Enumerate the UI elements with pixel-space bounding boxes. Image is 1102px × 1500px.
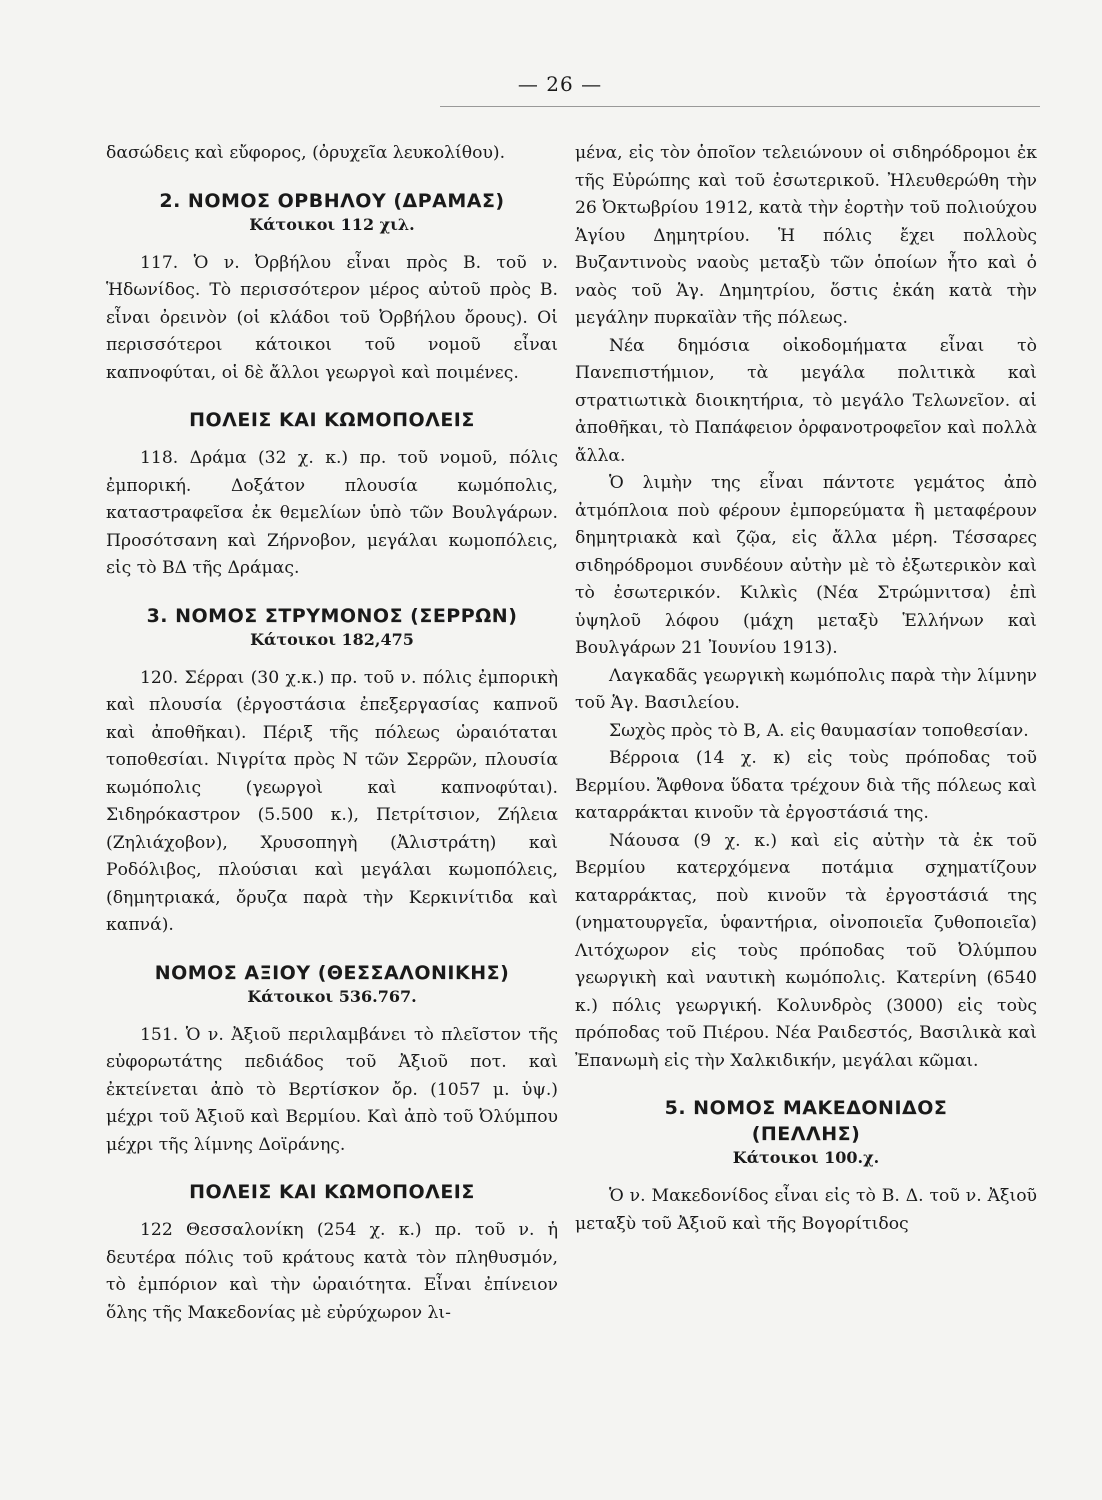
left-column <box>106 140 558 1327</box>
population-line: Κάτοικοι 100.χ. <box>732 1148 880 1167</box>
section-heading: 3. ΝΟΜΟΣ ΣΤΡΥΜΟΝΟΣ (ΣΕΡΡΩΝ) <box>146 604 518 627</box>
population-line: Κάτοικοι 112 χιλ. <box>249 214 415 234</box>
section-heading: ΠΟΛΕΙΣ ΚΑΙ ΚΩΜΟΠΟΛΕΙΣ <box>189 1181 475 1203</box>
paragraph: δασώδεις καὶ εὔφορος, (ὀρυχεῖα λευκολίθου). <box>106 143 506 163</box>
population-line: Κάτοικοι 182,475 <box>250 629 414 649</box>
section-heading-sub: (ΠΕΛΛΗΣ) <box>751 1123 861 1145</box>
paragraph: 122 Θεσσαλονίκη (254 χ. κ.) πρ. τοῦ ν. ἡ δευτέρα πόλις τοῦ κράτους κατὰ τὸν πληθυσμόν, τὸ ἐμπόριον καὶ τὴν ὡραιότητα. Εἶναι ἐπίνειον ὅλης τῆς Μακεδονίας μὲ εὐρύχωρον λι- <box>106 1220 558 1323</box>
paragraph: Νέα δημόσια οἰκοδομήματα εἶναι τὸ Πανεπιστήμιον, τὰ μεγάλα πολιτικὰ καὶ στρατιωτικὰ διοικητήρια, τὸ μεγάλο Τελωνεῖον. αἱ ἀποθῆκαι, τὸ Παπάφειον ὀρφανοτροφεῖον καὶ πολλὰ ἄλλα. <box>575 335 1037 466</box>
page-number: — 26 — <box>517 72 603 96</box>
section-heading: 5. ΝΟΜΟΣ ΜΑΚΕΔΟΝΙΔΟΣ <box>664 1097 948 1119</box>
section-heading: 2. ΝΟΜΟΣ ΟΡΒΗΛΟΥ (ΔΡΑΜΑΣ) <box>159 189 505 212</box>
section-heading: ΝΟΜΟΣ ΑΞΙΟΥ (ΘΕΣΣΑΛΟΝΙΚΗΣ) <box>154 961 510 984</box>
paragraph: Ὁ ν. Μακεδονίδος εἶναι εἰς τὸ Β. Δ. τοῦ ν. Ἀξιοῦ μεταξὺ τοῦ Ἀξιοῦ καὶ τῆς Βογορίτιδος <box>575 1186 1037 1234</box>
paragraph: Νάουσα (9 χ. κ.) καὶ εἰς αὐτὴν τὰ ἐκ τοῦ Βερμίου κατερχόμενα ποτάμια σχηματίζουν καταρράκτας, ποὺ κινοῦν τὰ ἐργοστάσιά της (νηματουργεῖα, ὑφαντήρια, οἰνοποιεῖα ζυθοποιεῖα) Λιτόχωρον εἰς τοὺς πρόποδας τοῦ Ὀλύμπου γεωργικὴ καὶ ναυτικὴ κωμόπολις. Κατερίνη (6540 κ.) πόλις γεωργική. Κολυνδρὸς (3000) εἰς τοὺς πρόποδας τοῦ Πιέρου. Νέα Ραιδεστός, Βασιλικὰ καὶ Ἐπανωμὴ εἰς τὴν Χαλκιδικήν, μεγάλαι κῶμαι. <box>575 830 1037 1071</box>
paragraph: Ὁ λιμὴν της εἶναι πάντοτε γεμάτος ἀπὸ ἀτμόπλοια ποὺ φέρουν ἐμπορεύματα ἢ μεταφέρουν δημητριακὰ καὶ ζῷα, εἰς ἄλλα μέρη. Τέσσαρες σιδηρόδρομοι συνδέουν αὐτὴν μὲ τὸ ἐξωτερικὸν καὶ τὸ ἐσωτερικόν. Κιλκὶς (Νέα Στρώμνιτσα) ἐπὶ ὑψηλοῦ λόφου (μάχη μεταξὺ Ἑλλήνων καὶ Βουλγάρων 21 Ἰουνίου 1913). <box>575 473 1037 658</box>
paragraph: Λαγκαδᾶς γεωργικὴ κωμόπολις παρὰ τὴν λίμνην τοῦ Ἁγ. Βασιλείου. <box>575 665 1037 713</box>
paragraph: Βέρροια (14 χ. κ) εἰς τοὺς πρόποδας τοῦ Βερμίου. Ἄφθονα ὕδατα τρέχουν διὰ τῆς πόλεως καὶ καταρράκται κινοῦν τὰ ἐργοστάσιά της. <box>575 748 1037 823</box>
paragraph: μένα, εἰς τὸν ὁποῖον τελειώνουν οἱ σιδηρόδρομοι ἐκ τῆς Εὐρώπης καὶ τοῦ ἐσωτερικοῦ. Ἠλευθερώθη τὴν 26 Ὀκτωβρίου 1912, κατὰ τὴν ἑορτὴν τοῦ πολιούχου Ἁγίου Δημητρίου. Ἡ πόλις ἔχει πολλοὺς Βυζαντινοὺς ναοὺς μεταξὺ τῶν ὁποίων ἦτο καὶ ὁ ναὸς τοῦ Ἁγ. Δημητρίου, ὅστις ἐκάη κατὰ τὴν μεγάλην πυρκαϊὰν τῆς πόλεως. <box>575 143 1037 328</box>
right-column <box>575 140 1037 1238</box>
header-rule <box>440 106 1040 107</box>
paragraph: 151. Ὁ ν. Ἀξιοῦ περιλαμβάνει τὸ πλεῖστον τῆς εὐφορωτάτης πεδιάδος τοῦ Ἀξιοῦ ποτ. καὶ ἐκτείνεται ἀπὸ τὸ Βερτίσκον ὄρ. (1057 μ. ὑψ.) μέχρι τοῦ Ἀξιοῦ καὶ Βερμίου. Καὶ ἀπὸ τοῦ Ὀλύμπου μέχρι τῆς λίμνης Δοϊράνης. <box>106 1024 558 1155</box>
section-heading: ΠΟΛΕΙΣ ΚΑΙ ΚΩΜΟΠΟΛΕΙΣ <box>189 409 475 431</box>
population-line: Κάτοικοι 536.767. <box>247 986 417 1006</box>
paragraph: 118. Δράμα (32 χ. κ.) πρ. τοῦ νομοῦ, πόλις ἐμπορική. Δοξάτον πλουσία κωμόπολις, καταστραφεῖσα ἐκ θεμελίων ὑπὸ τῶν Βουλγάρων. Προσότσανη καὶ Ζήρνοβον, μεγάλαι κωμοπόλεις, εἰς τὸ ΒΔ τῆς Δράμας. <box>106 448 558 578</box>
paragraph: 120. Σέρραι (30 χ.κ.) πρ. τοῦ ν. πόλις ἐμπορικὴ καὶ πλουσία (ἐργοστάσια ἐπεξεργασίας καπνοῦ καὶ ἀποθῆκαι). Πέριξ τῆς πόλεως ὡραιόταται τοποθεσίαι. Νιγρίτα πρὸς Ν τῶν Σερρῶν, πλουσία κωμόπολις (γεωργοὶ καὶ καπνοφύται). Σιδηρόκαστρον (5.500 κ.), Πετρίτσιον, Ζήλεια (Ζηλιάχοβον), Χρυσοπηγὴ (Ἀλιστράτη) καὶ Ροδόλιβος, πλούσιαι καὶ μεγάλαι κωμοπόλεις, (δημητριακά, ὄρυζα παρὰ τὴν Κερκινίτιδα καὶ καπνά). <box>106 667 558 935</box>
paragraph: 117. Ὁ ν. Ὀρβήλου εἶναι πρὸς Β. τοῦ ν. Ἡδωνίδος. Τὸ περισσότερον μέρος αὐτοῦ πρὸς Β. εἶναι ὀρεινὸν (οἱ κλάδοι τοῦ Ὀρβήλου ὄρους). Οἱ περισσότεροι κάτοικοι τοῦ νομοῦ εἶναι καπνοφύται, οἱ δὲ ἄλλοι γεωργοὶ καὶ ποιμένες. <box>106 252 558 383</box>
paragraph: Σωχὸς πρὸς τὸ Β, Α. εἰς θαυμασίαν τοποθεσίαν. <box>609 720 1029 741</box>
